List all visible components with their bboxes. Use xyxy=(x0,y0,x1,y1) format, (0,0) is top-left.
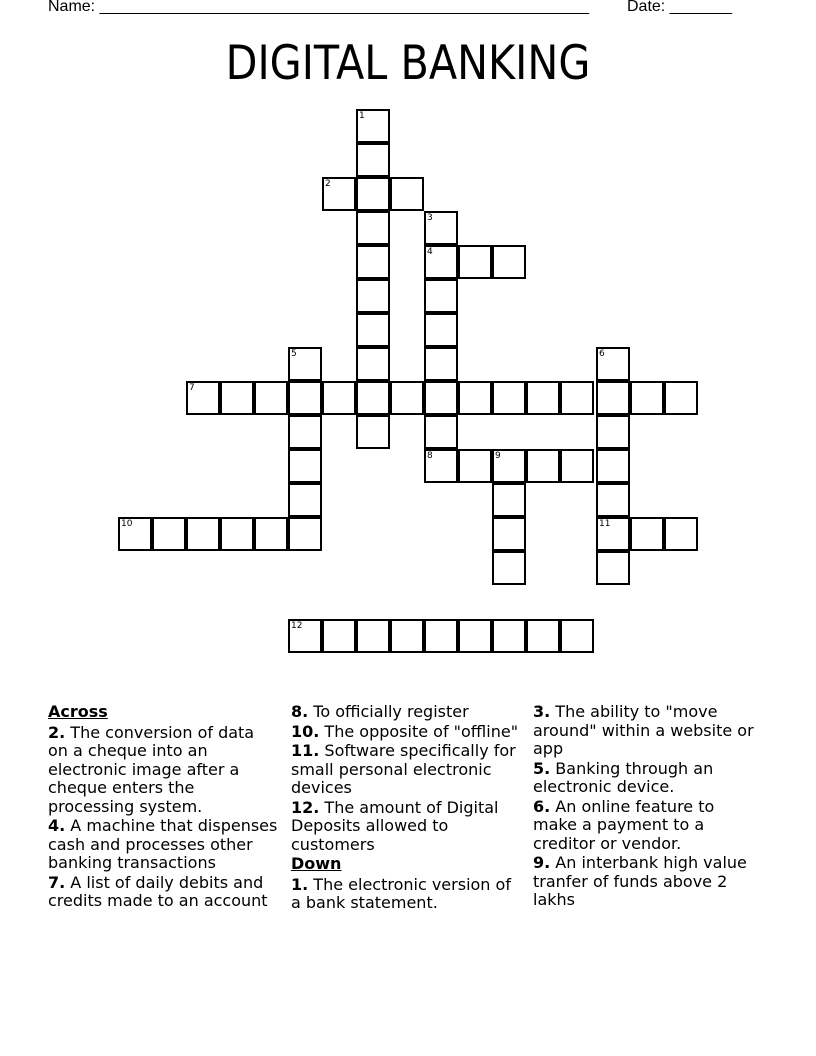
crossword-cell[interactable] xyxy=(596,347,630,381)
clue-number: 9 xyxy=(495,451,501,461)
crossword-cell[interactable] xyxy=(664,517,698,551)
clue-item xyxy=(291,799,521,855)
clue-number: 3 xyxy=(427,213,433,223)
crossword-cell[interactable] xyxy=(356,415,390,449)
crossword-cell[interactable] xyxy=(356,347,390,381)
clue-number: 2. xyxy=(48,722,66,742)
crossword-cell[interactable] xyxy=(288,619,322,653)
date-field-line[interactable]: Date: _______ xyxy=(627,0,732,15)
crossword-cell[interactable] xyxy=(458,381,492,415)
clue-number: 8 xyxy=(427,451,433,461)
clue-number: 2 xyxy=(325,179,331,189)
clue-text: The opposite of "offline" xyxy=(319,721,519,741)
crossword-cell[interactable] xyxy=(664,381,698,415)
clue-text: A machine that dispenses cash and processes other banking transactions xyxy=(48,816,278,872)
crossword-cell[interactable] xyxy=(492,517,526,551)
clue-text: An interbank high value tranfer of funds above 2 lakhs xyxy=(533,853,747,909)
crossword-cell[interactable] xyxy=(390,381,424,415)
clue-number: 4. xyxy=(48,816,66,835)
crossword-cell[interactable] xyxy=(356,245,390,279)
clue-item xyxy=(291,723,521,742)
clue-number: 6 xyxy=(599,349,605,359)
crossword-cell[interactable] xyxy=(322,619,356,653)
page-title: DIGITAL BANKING xyxy=(225,36,591,91)
crossword-cell[interactable] xyxy=(596,415,630,449)
clue-item xyxy=(48,874,278,911)
crossword-cell[interactable] xyxy=(288,347,322,381)
clue-number: 4 xyxy=(427,247,433,257)
crossword-cell[interactable] xyxy=(424,381,458,415)
clue-text: The amount of Digital Deposits allowed to customers xyxy=(291,797,499,854)
clue-number: 11 xyxy=(599,519,611,529)
clue-text: Software specifically for small personal electronic devices xyxy=(291,741,516,797)
crossword-cell[interactable] xyxy=(596,517,630,551)
name-field-line[interactable]: Name: _______________________________________________________ xyxy=(48,0,589,15)
crossword-cell[interactable] xyxy=(630,381,664,415)
crossword-cell[interactable] xyxy=(424,449,458,483)
clue-number: 12. xyxy=(291,797,320,817)
clue-item xyxy=(533,703,763,759)
across-clue-list xyxy=(291,703,521,854)
crossword-cell[interactable] xyxy=(424,211,458,245)
crossword-cell[interactable] xyxy=(356,313,390,347)
crossword-cell[interactable] xyxy=(118,517,152,551)
clues-column-3 xyxy=(533,703,763,911)
clue-item xyxy=(291,703,521,722)
clue-number: 5 xyxy=(291,349,297,359)
clue-item xyxy=(533,798,763,854)
clue-text: Banking through an electronic device. xyxy=(533,758,714,796)
across-heading: Across xyxy=(48,702,108,721)
clue-text: To officially register xyxy=(308,702,469,721)
crossword-cell[interactable] xyxy=(560,619,594,653)
crossword-cell[interactable] xyxy=(526,381,560,415)
clue-number: 9. xyxy=(533,853,551,872)
clue-number: 12 xyxy=(291,621,303,631)
clue-text: The electronic version of a bank statement. xyxy=(291,874,511,912)
crossword-cell[interactable] xyxy=(356,381,390,415)
clues-column-1 xyxy=(48,703,278,912)
crossword-cell[interactable] xyxy=(492,483,526,517)
clue-number: 10. xyxy=(291,721,320,741)
crossword-cell[interactable] xyxy=(424,415,458,449)
clue-item xyxy=(533,760,763,797)
crossword-cell[interactable] xyxy=(356,211,390,245)
clue-item xyxy=(291,742,521,798)
crossword-cell[interactable] xyxy=(288,449,322,483)
crossword-cell[interactable] xyxy=(220,381,254,415)
down-clue-list xyxy=(533,703,763,910)
clue-number: 8. xyxy=(291,702,309,721)
clues-column-2 xyxy=(291,703,521,914)
crossword-cell[interactable] xyxy=(458,245,492,279)
crossword-cell[interactable] xyxy=(492,551,526,585)
crossword-cell[interactable] xyxy=(596,483,630,517)
clue-number: 10 xyxy=(121,519,133,529)
clue-text: A list of daily debits and credits made to an account xyxy=(48,872,268,910)
clue-text: The ability to "move around" within a website or app xyxy=(533,702,754,758)
crossword-cell[interactable] xyxy=(220,517,254,551)
clue-item xyxy=(291,876,521,913)
crossword-cell[interactable] xyxy=(424,619,458,653)
clue-number: 7. xyxy=(48,872,66,892)
crossword-cell[interactable] xyxy=(492,245,526,279)
crossword-cell[interactable] xyxy=(152,517,186,551)
clue-number: 1 xyxy=(359,111,365,121)
clue-number: 3. xyxy=(533,702,551,721)
clue-number: 7 xyxy=(189,383,195,393)
clue-number: 5. xyxy=(533,758,551,778)
crossword-cell[interactable] xyxy=(596,449,630,483)
clue-number: 1. xyxy=(291,874,309,894)
crossword-cell[interactable] xyxy=(356,143,390,177)
crossword-cell[interactable] xyxy=(288,415,322,449)
crossword-cell[interactable] xyxy=(424,347,458,381)
clue-item xyxy=(533,854,763,910)
crossword-cell[interactable] xyxy=(630,517,664,551)
clue-item xyxy=(48,817,278,873)
crossword-cell[interactable] xyxy=(254,517,288,551)
down-heading: Down xyxy=(291,854,342,873)
crossword-cell[interactable] xyxy=(186,517,220,551)
crossword-cell[interactable] xyxy=(560,381,594,415)
crossword-cell[interactable] xyxy=(356,619,390,653)
crossword-cell[interactable] xyxy=(390,619,424,653)
down-clue-list xyxy=(291,876,521,913)
crossword-cell[interactable] xyxy=(424,313,458,347)
crossword-cell[interactable] xyxy=(356,109,390,143)
clue-text: The conversion of data on a cheque into an electronic image after a cheque enters the processing system. xyxy=(48,722,255,816)
crossword-cell[interactable] xyxy=(288,483,322,517)
crossword-cell[interactable] xyxy=(492,449,526,483)
clue-text: An online feature to make a payment to a creditor or vendor. xyxy=(533,796,715,853)
crossword-cell[interactable] xyxy=(596,551,630,585)
crossword-cell[interactable] xyxy=(492,381,526,415)
crossword-cell[interactable] xyxy=(186,381,220,415)
crossword-cell[interactable] xyxy=(322,177,356,211)
crossword-cell[interactable] xyxy=(356,177,390,211)
crossword-cell[interactable] xyxy=(492,619,526,653)
crossword-cell[interactable] xyxy=(458,619,492,653)
crossword-cell[interactable] xyxy=(390,177,424,211)
crossword-cell[interactable] xyxy=(458,449,492,483)
crossword-cell[interactable] xyxy=(288,381,322,415)
crossword-cell[interactable] xyxy=(526,449,560,483)
across-clue-list xyxy=(48,724,278,911)
crossword-cell[interactable] xyxy=(424,245,458,279)
crossword-cell[interactable] xyxy=(322,381,356,415)
crossword-cell[interactable] xyxy=(424,279,458,313)
clue-number: 11. xyxy=(291,741,320,760)
crossword-cell[interactable] xyxy=(254,381,288,415)
clue-item xyxy=(48,724,278,817)
crossword-cell[interactable] xyxy=(356,279,390,313)
crossword-cell[interactable] xyxy=(288,517,322,551)
clue-number: 6. xyxy=(533,796,551,816)
crossword-cell[interactable] xyxy=(560,449,594,483)
crossword-cell[interactable] xyxy=(526,619,560,653)
crossword-cell[interactable] xyxy=(596,381,630,415)
